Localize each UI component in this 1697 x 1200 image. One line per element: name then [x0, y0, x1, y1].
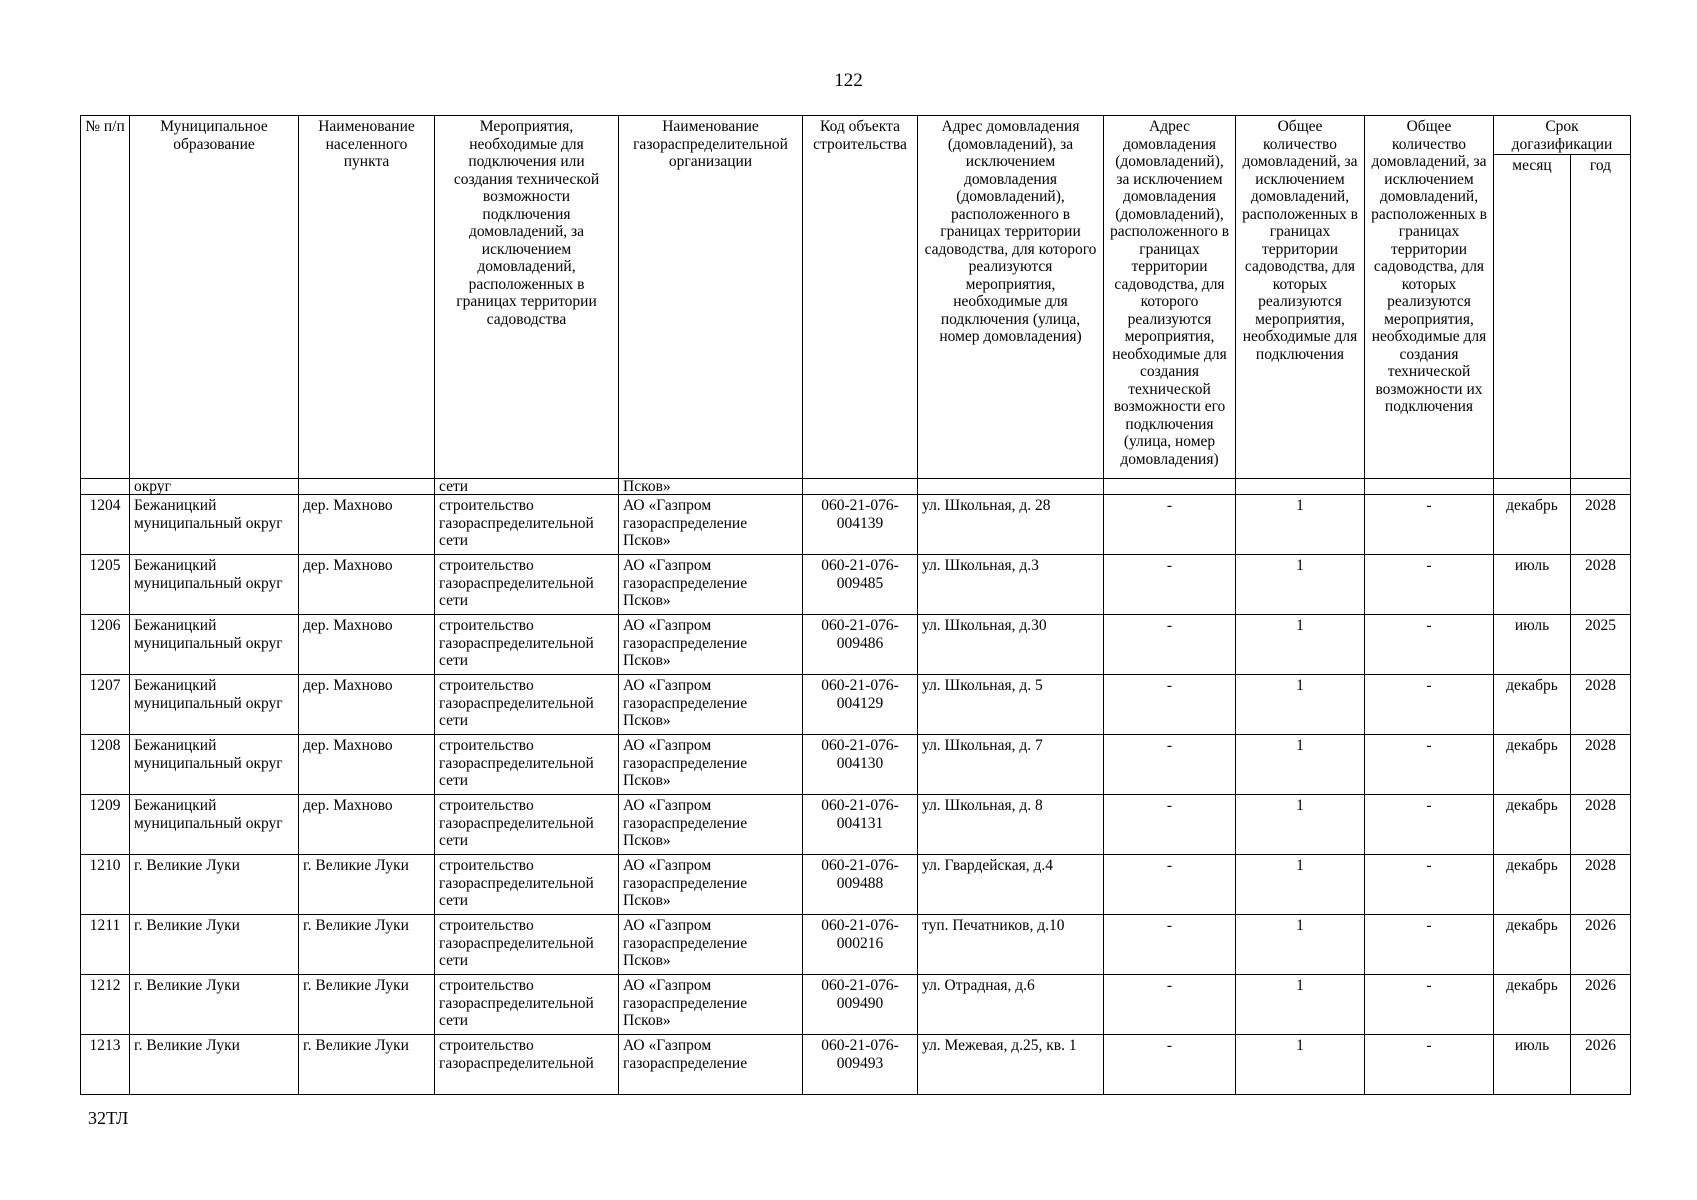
cell-address: ул. Отрадная, д.6 — [918, 975, 1104, 1035]
cell-num — [81, 479, 130, 495]
cell-count1: 1 — [1236, 915, 1365, 975]
cell-settlement: г. Великие Луки — [299, 975, 435, 1035]
cell-settlement: дер. Махново — [299, 555, 435, 615]
cell-address2: - — [1104, 1035, 1236, 1095]
table-row — [81, 975, 1631, 1035]
cell-month: декабрь — [1494, 675, 1571, 735]
cell-count1 — [1236, 479, 1365, 495]
cell-year: 2026 — [1571, 915, 1631, 975]
cell-month: декабрь — [1494, 975, 1571, 1035]
table-row — [81, 795, 1631, 855]
header-measures: Мероприятия, необходимые для подключения или создания технической возможности подключения домовладений, за исключением домовладений, расположенных в границах территории садоводства — [435, 116, 619, 479]
cell-settlement: дер. Махново — [299, 735, 435, 795]
cell-count2: - — [1365, 975, 1494, 1035]
cell-address2: - — [1104, 915, 1236, 975]
cell-count2: - — [1365, 915, 1494, 975]
cell-count2: - — [1365, 495, 1494, 555]
cell-gas-org: Псков» — [619, 479, 803, 495]
header-gas-org: Наименование газораспределительной организации — [619, 116, 803, 479]
cell-num: 1208 — [81, 735, 130, 795]
cell-num: 1211 — [81, 915, 130, 975]
cell-address2: - — [1104, 735, 1236, 795]
page-number: 122 — [834, 70, 863, 91]
cell-num: 1210 — [81, 855, 130, 915]
cell-gas-org: АО «Газпром газораспределение Псков» — [619, 975, 803, 1035]
cell-month: декабрь — [1494, 855, 1571, 915]
cell-num: 1209 — [81, 795, 130, 855]
table-header-row — [81, 116, 1631, 155]
header-month: месяц — [1494, 155, 1571, 479]
cell-year: 2028 — [1571, 855, 1631, 915]
cell-municipality: Бежаницкий муниципальный округ — [130, 615, 299, 675]
cell-count1: 1 — [1236, 555, 1365, 615]
cell-address — [918, 479, 1104, 495]
cell-code: 060-21-076-009493 — [803, 1035, 918, 1095]
cell-gas-org: АО «Газпром газораспределение Псков» — [619, 615, 803, 675]
header-settlement: Наименование населенного пункта — [299, 116, 435, 479]
cell-gas-org: АО «Газпром газораспределение Псков» — [619, 795, 803, 855]
cell-municipality: Бежаницкий муниципальный округ — [130, 795, 299, 855]
cell-gas-org: АО «Газпром газораспределение Псков» — [619, 555, 803, 615]
cell-count1: 1 — [1236, 1035, 1365, 1095]
header-address-tech: Адрес домовладения (домовладений), за исключением домовладения (домовладений), расположенного в границах территории садоводства, для которого реализуются мероприятия, необходимые для создания технической возможности его подключения (улица, номер домовладения) — [1104, 116, 1236, 479]
cell-address2: - — [1104, 615, 1236, 675]
table-row — [81, 1035, 1631, 1095]
cell-gas-org: АО «Газпром газораспределение Псков» — [619, 495, 803, 555]
cell-year: 2028 — [1571, 495, 1631, 555]
cell-month: июль — [1494, 555, 1571, 615]
cell-code: 060-21-076-004130 — [803, 735, 918, 795]
cell-year: 2026 — [1571, 1035, 1631, 1095]
cell-settlement — [299, 479, 435, 495]
cell-count1: 1 — [1236, 675, 1365, 735]
cell-code — [803, 479, 918, 495]
cell-count2: - — [1365, 555, 1494, 615]
cell-measures: строительство газораспределительной сети — [435, 735, 619, 795]
cell-count1: 1 — [1236, 615, 1365, 675]
cell-year: 2028 — [1571, 555, 1631, 615]
cell-month — [1494, 479, 1571, 495]
cell-measures: строительство газораспределительной сети — [435, 915, 619, 975]
header-object-code: Код объекта строительства — [803, 116, 918, 479]
cell-count1: 1 — [1236, 975, 1365, 1035]
cell-municipality: Бежаницкий муниципальный округ — [130, 555, 299, 615]
header-address-connect: Адрес домовладения (домовладений), за исключением домовладения (домовладений), расположенного в границах территории садоводства, для которого реализуются мероприятия, необходимые для подключения (улица, номер домовладения) — [918, 116, 1104, 479]
cell-num: 1204 — [81, 495, 130, 555]
table-row — [81, 735, 1631, 795]
cell-address: ул. Школьная, д. 5 — [918, 675, 1104, 735]
cell-count1: 1 — [1236, 495, 1365, 555]
cell-gas-org: АО «Газпром газораспределение Псков» — [619, 675, 803, 735]
cell-year: 2028 — [1571, 735, 1631, 795]
continuation-row — [81, 479, 1631, 495]
cell-gas-org: АО «Газпром газораспределение Псков» — [619, 855, 803, 915]
cell-settlement: г. Великие Луки — [299, 1035, 435, 1095]
cell-measures: строительство газораспределительной — [435, 1035, 619, 1095]
cell-municipality: Бежаницкий муниципальный округ — [130, 735, 299, 795]
cell-measures: строительство газораспределительной сети — [435, 975, 619, 1035]
cell-month: декабрь — [1494, 915, 1571, 975]
cell-address2: - — [1104, 675, 1236, 735]
cell-address2: - — [1104, 975, 1236, 1035]
cell-address: ул. Гвардейская, д.4 — [918, 855, 1104, 915]
header-year: год — [1571, 155, 1631, 479]
cell-code: 060-21-076-009488 — [803, 855, 918, 915]
header-total-connect: Общее количество домовладений, за исключением домовладений, расположенных в границах территории садоводства, для которых реализуются мероприятия, необходимые для подключения — [1236, 116, 1365, 479]
cell-settlement: г. Великие Луки — [299, 855, 435, 915]
cell-count1: 1 — [1236, 735, 1365, 795]
cell-settlement: г. Великие Луки — [299, 915, 435, 975]
cell-month: июль — [1494, 1035, 1571, 1095]
cell-code: 060-21-076-009490 — [803, 975, 918, 1035]
cell-month: июль — [1494, 615, 1571, 675]
cell-municipality: г. Великие Луки — [130, 975, 299, 1035]
cell-count2: - — [1365, 615, 1494, 675]
cell-month: декабрь — [1494, 495, 1571, 555]
cell-address: ул. Школьная, д. 28 — [918, 495, 1104, 555]
cell-count1: 1 — [1236, 855, 1365, 915]
cell-count2: - — [1365, 1035, 1494, 1095]
cell-count2: - — [1365, 735, 1494, 795]
cell-year: 2028 — [1571, 795, 1631, 855]
cell-measures: строительство газораспределительной сети — [435, 555, 619, 615]
table-row — [81, 915, 1631, 975]
cell-measures: сети — [435, 479, 619, 495]
header-num: № п/п — [81, 116, 130, 479]
cell-settlement: дер. Махново — [299, 675, 435, 735]
cell-month: декабрь — [1494, 795, 1571, 855]
cell-settlement: дер. Махново — [299, 495, 435, 555]
cell-municipality: округ — [130, 479, 299, 495]
table-row — [81, 555, 1631, 615]
cell-code: 060-21-076-009486 — [803, 615, 918, 675]
cell-municipality: г. Великие Луки — [130, 855, 299, 915]
cell-settlement: дер. Махново — [299, 615, 435, 675]
cell-address: ул. Школьная, д.3 — [918, 555, 1104, 615]
cell-year: 2026 — [1571, 975, 1631, 1035]
cell-count2: - — [1365, 795, 1494, 855]
cell-count2: - — [1365, 855, 1494, 915]
cell-measures: строительство газораспределительной сети — [435, 615, 619, 675]
cell-municipality: Бежаницкий муниципальный округ — [130, 675, 299, 735]
table-body — [81, 479, 1631, 1095]
cell-code: 060-21-076-004129 — [803, 675, 918, 735]
gasification-table — [80, 115, 1631, 1095]
cell-measures: строительство газораспределительной сети — [435, 795, 619, 855]
cell-year — [1571, 479, 1631, 495]
header-total-tech: Общее количество домовладений, за исключением домовладений, расположенных в границах территории садоводства, для которых реализуются мероприятия, необходимые для создания технической возможности их подключения — [1365, 116, 1494, 479]
cell-address: ул. Школьная, д. 7 — [918, 735, 1104, 795]
cell-num: 1213 — [81, 1035, 130, 1095]
table-row — [81, 855, 1631, 915]
cell-address2: - — [1104, 855, 1236, 915]
cell-measures: строительство газораспределительной сети — [435, 495, 619, 555]
cell-gas-org: АО «Газпром газораспределение Псков» — [619, 915, 803, 975]
cell-year: 2025 — [1571, 615, 1631, 675]
header-deadline: Срок догазификации — [1494, 116, 1631, 155]
cell-num: 1206 — [81, 615, 130, 675]
cell-count2: - — [1365, 675, 1494, 735]
cell-num: 1205 — [81, 555, 130, 615]
cell-code: 060-21-076-000216 — [803, 915, 918, 975]
cell-month: декабрь — [1494, 735, 1571, 795]
cell-count2 — [1365, 479, 1494, 495]
cell-count1: 1 — [1236, 795, 1365, 855]
footer-code: 32ТЛ — [88, 1108, 129, 1128]
cell-code: 060-21-076-009485 — [803, 555, 918, 615]
header-municipality: Муниципальное образование — [130, 116, 299, 479]
table-row — [81, 675, 1631, 735]
cell-address: туп. Печатников, д.10 — [918, 915, 1104, 975]
cell-address2: - — [1104, 555, 1236, 615]
cell-code: 060-21-076-004139 — [803, 495, 918, 555]
cell-code: 060-21-076-004131 — [803, 795, 918, 855]
cell-gas-org: АО «Газпром газораспределение — [619, 1035, 803, 1095]
cell-settlement: дер. Махново — [299, 795, 435, 855]
cell-measures: строительство газораспределительной сети — [435, 855, 619, 915]
cell-municipality: г. Великие Луки — [130, 1035, 299, 1095]
cell-municipality: Бежаницкий муниципальный округ — [130, 495, 299, 555]
cell-gas-org: АО «Газпром газораспределение Псков» — [619, 735, 803, 795]
cell-address2 — [1104, 479, 1236, 495]
cell-num: 1207 — [81, 675, 130, 735]
cell-measures: строительство газораспределительной сети — [435, 675, 619, 735]
table-row — [81, 615, 1631, 675]
table-row — [81, 495, 1631, 555]
cell-address2: - — [1104, 495, 1236, 555]
cell-address: ул. Школьная, д.30 — [918, 615, 1104, 675]
cell-address2: - — [1104, 795, 1236, 855]
cell-municipality: г. Великие Луки — [130, 915, 299, 975]
cell-address: ул. Школьная, д. 8 — [918, 795, 1104, 855]
cell-year: 2028 — [1571, 675, 1631, 735]
cell-num: 1212 — [81, 975, 130, 1035]
cell-address: ул. Межевая, д.25, кв. 1 — [918, 1035, 1104, 1095]
